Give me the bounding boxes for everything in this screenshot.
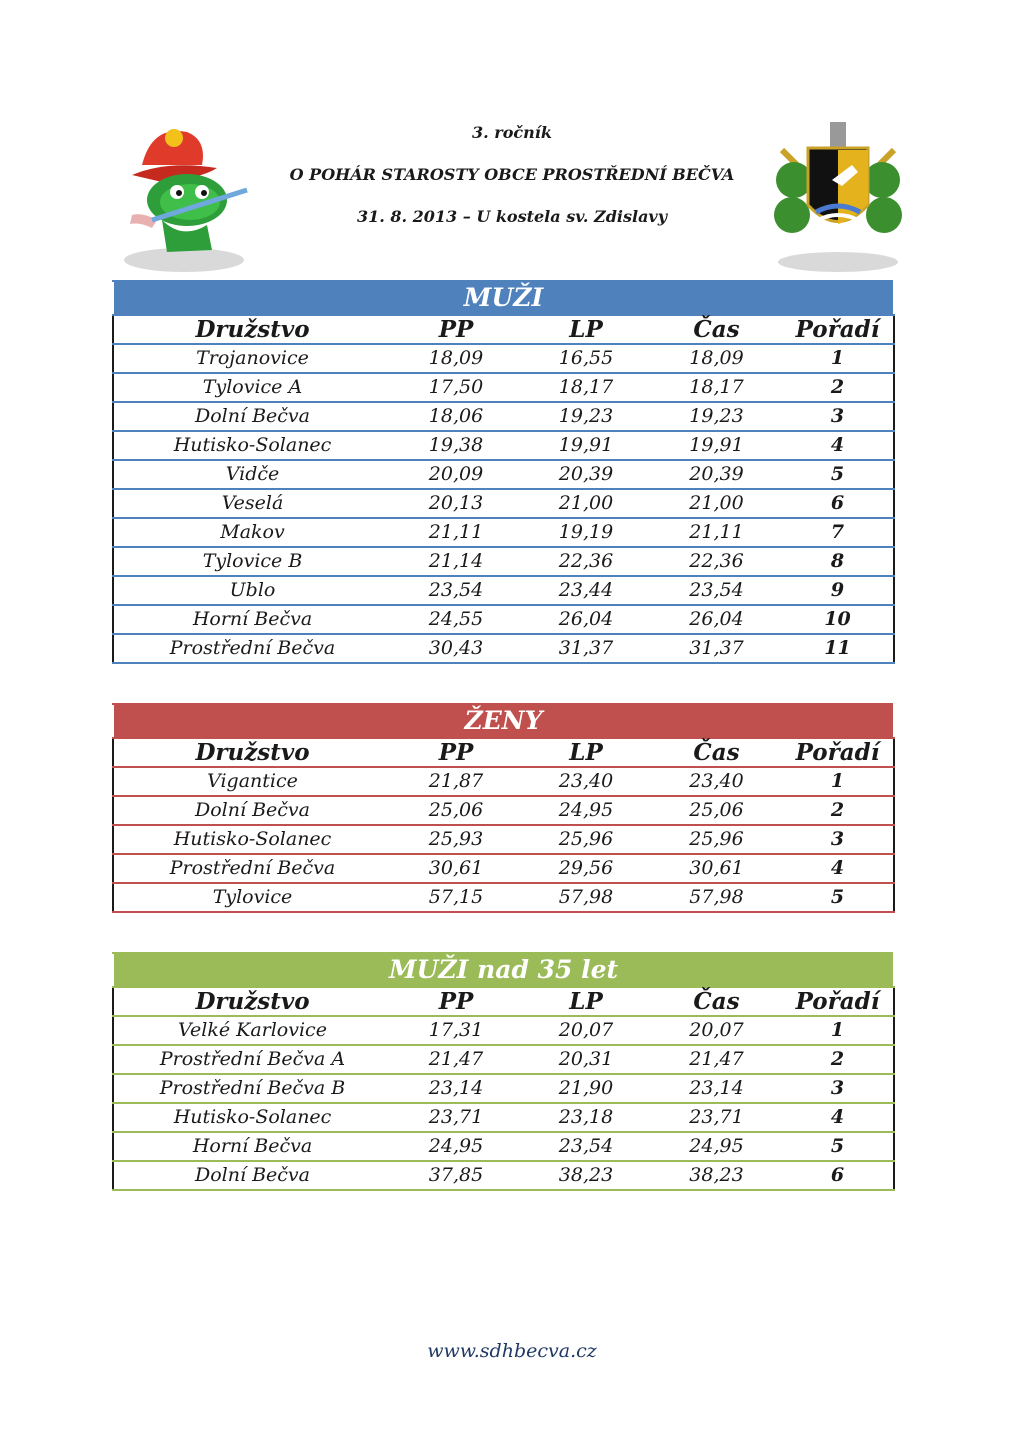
lp-cell: 22,36	[521, 547, 651, 576]
table-row	[113, 518, 894, 547]
team-cell: Hutisko-Solanec	[113, 431, 391, 460]
team-cell: Tylovice	[113, 883, 391, 912]
rank-cell: 5	[782, 1132, 894, 1161]
column-header: Družstvo	[113, 315, 391, 344]
team-cell: Prostřední Bečva	[113, 854, 391, 883]
rank-cell: 9	[782, 576, 894, 605]
table-muzi	[112, 280, 895, 664]
column-header: Pořadí	[782, 987, 894, 1016]
lp-cell: 20,39	[521, 460, 651, 489]
table-row	[113, 854, 894, 883]
lp-cell: 21,00	[521, 489, 651, 518]
rank-cell: 2	[782, 796, 894, 825]
rank-cell: 4	[782, 1103, 894, 1132]
team-cell: Hutisko-Solanec	[113, 825, 391, 854]
pp-cell: 20,09	[391, 460, 521, 489]
lp-cell: 57,98	[521, 883, 651, 912]
pp-cell: 57,15	[391, 883, 521, 912]
team-cell: Makov	[113, 518, 391, 547]
pp-cell: 17,31	[391, 1016, 521, 1045]
pp-cell: 21,11	[391, 518, 521, 547]
column-header: Pořadí	[782, 738, 894, 767]
pp-cell: 21,47	[391, 1045, 521, 1074]
lp-cell: 23,40	[521, 767, 651, 796]
pp-cell: 21,14	[391, 547, 521, 576]
rank-cell: 3	[782, 402, 894, 431]
time-cell: 19,91	[651, 431, 782, 460]
lp-cell: 23,18	[521, 1103, 651, 1132]
pp-cell: 24,95	[391, 1132, 521, 1161]
pp-cell: 23,71	[391, 1103, 521, 1132]
table-row	[113, 634, 894, 663]
time-cell: 38,23	[651, 1161, 782, 1190]
column-header: Čas	[651, 738, 782, 767]
header-date-place: 31. 8. 2013 – U kostela sv. Zdislavy	[356, 207, 668, 226]
rank-cell: 1	[782, 344, 894, 373]
pp-cell: 18,06	[391, 402, 521, 431]
table-row	[113, 460, 894, 489]
lp-cell: 25,96	[521, 825, 651, 854]
time-cell: 31,37	[651, 634, 782, 663]
time-cell: 23,71	[651, 1103, 782, 1132]
rank-cell: 7	[782, 518, 894, 547]
rank-cell: 8	[782, 547, 894, 576]
time-cell: 57,98	[651, 883, 782, 912]
team-cell: Dolní Bečva	[113, 402, 391, 431]
pp-cell: 17,50	[391, 373, 521, 402]
lp-cell: 26,04	[521, 605, 651, 634]
rank-cell: 2	[782, 373, 894, 402]
header-year: 3. ročník	[472, 123, 552, 142]
dragon-firefighter-icon	[122, 120, 252, 275]
team-cell: Prostřední Bečva	[113, 634, 391, 663]
time-cell: 25,06	[651, 796, 782, 825]
team-cell: Prostřední Bečva A	[113, 1045, 391, 1074]
team-cell: Vidče	[113, 460, 391, 489]
team-cell: Horní Bečva	[113, 1132, 391, 1161]
rank-cell: 3	[782, 825, 894, 854]
table-title: ŽENY	[113, 704, 894, 738]
rank-cell: 5	[782, 883, 894, 912]
pp-cell: 30,61	[391, 854, 521, 883]
time-cell: 20,39	[651, 460, 782, 489]
rank-cell: 2	[782, 1045, 894, 1074]
team-cell: Tylovice A	[113, 373, 391, 402]
table-row	[113, 767, 894, 796]
table-title: MUŽI nad 35 let	[113, 953, 894, 987]
table-row	[113, 576, 894, 605]
rank-cell: 6	[782, 489, 894, 518]
lp-cell: 21,90	[521, 1074, 651, 1103]
table-row	[113, 1074, 894, 1103]
table-muzi-nad-35	[112, 952, 895, 1191]
time-cell: 23,14	[651, 1074, 782, 1103]
page-header	[0, 0, 1024, 280]
pp-cell: 25,93	[391, 825, 521, 854]
table-row	[113, 1161, 894, 1190]
table-row	[113, 883, 894, 912]
time-cell: 20,07	[651, 1016, 782, 1045]
column-header: LP	[521, 987, 651, 1016]
lp-cell: 23,54	[521, 1132, 651, 1161]
time-cell: 22,36	[651, 547, 782, 576]
rank-cell: 10	[782, 605, 894, 634]
time-cell: 21,11	[651, 518, 782, 547]
time-cell: 25,96	[651, 825, 782, 854]
time-cell: 21,00	[651, 489, 782, 518]
lp-cell: 20,07	[521, 1016, 651, 1045]
team-cell: Prostřední Bečva B	[113, 1074, 391, 1103]
pp-cell: 24,55	[391, 605, 521, 634]
column-header: Družstvo	[113, 987, 391, 1016]
table-zeny	[112, 703, 895, 913]
time-cell: 19,23	[651, 402, 782, 431]
header-title: O POHÁR STAROSTY OBCE PROSTŘEDNÍ BEČVA	[289, 165, 735, 184]
team-cell: Ublo	[113, 576, 391, 605]
lp-cell: 19,23	[521, 402, 651, 431]
column-header: Čas	[651, 987, 782, 1016]
pp-cell: 30,43	[391, 634, 521, 663]
lp-cell: 24,95	[521, 796, 651, 825]
table-row	[113, 489, 894, 518]
table-row	[113, 373, 894, 402]
time-cell: 24,95	[651, 1132, 782, 1161]
pp-cell: 18,09	[391, 344, 521, 373]
rank-cell: 6	[782, 1161, 894, 1190]
rank-cell: 5	[782, 460, 894, 489]
team-cell: Tylovice B	[113, 547, 391, 576]
team-cell: Dolní Bečva	[113, 796, 391, 825]
table-title: MUŽI	[113, 281, 894, 315]
table-row	[113, 1132, 894, 1161]
table-row	[113, 1016, 894, 1045]
rank-cell: 1	[782, 1016, 894, 1045]
time-cell: 30,61	[651, 854, 782, 883]
pp-cell: 23,14	[391, 1074, 521, 1103]
team-cell: Vigantice	[113, 767, 391, 796]
table-row	[113, 825, 894, 854]
lp-cell: 38,23	[521, 1161, 651, 1190]
pp-cell: 19,38	[391, 431, 521, 460]
team-cell: Hutisko-Solanec	[113, 1103, 391, 1132]
column-header: PP	[391, 738, 521, 767]
column-header: PP	[391, 987, 521, 1016]
lp-cell: 19,91	[521, 431, 651, 460]
column-header: Družstvo	[113, 738, 391, 767]
table-row	[113, 605, 894, 634]
pp-cell: 37,85	[391, 1161, 521, 1190]
time-cell: 21,47	[651, 1045, 782, 1074]
team-cell: Horní Bečva	[113, 605, 391, 634]
rank-cell: 4	[782, 431, 894, 460]
fire-brigade-emblem-icon	[772, 120, 904, 275]
lp-cell: 29,56	[521, 854, 651, 883]
table-row	[113, 1103, 894, 1132]
rank-cell: 4	[782, 854, 894, 883]
lp-cell: 19,19	[521, 518, 651, 547]
table-row	[113, 1045, 894, 1074]
lp-cell: 18,17	[521, 373, 651, 402]
footer-url[interactable]: www.sdhbecva.cz	[427, 1340, 597, 1362]
lp-cell: 31,37	[521, 634, 651, 663]
lp-cell: 20,31	[521, 1045, 651, 1074]
column-header: LP	[521, 315, 651, 344]
pp-cell: 20,13	[391, 489, 521, 518]
time-cell: 26,04	[651, 605, 782, 634]
pp-cell: 21,87	[391, 767, 521, 796]
rank-cell: 3	[782, 1074, 894, 1103]
table-row	[113, 402, 894, 431]
table-row	[113, 547, 894, 576]
pp-cell: 25,06	[391, 796, 521, 825]
rank-cell: 1	[782, 767, 894, 796]
pp-cell: 23,54	[391, 576, 521, 605]
time-cell: 23,54	[651, 576, 782, 605]
team-cell: Trojanovice	[113, 344, 391, 373]
team-cell: Veselá	[113, 489, 391, 518]
lp-cell: 16,55	[521, 344, 651, 373]
rank-cell: 11	[782, 634, 894, 663]
column-header: LP	[521, 738, 651, 767]
time-cell: 18,17	[651, 373, 782, 402]
team-cell: Velké Karlovice	[113, 1016, 391, 1045]
team-cell: Dolní Bečva	[113, 1161, 391, 1190]
column-header: Čas	[651, 315, 782, 344]
column-header: PP	[391, 315, 521, 344]
lp-cell: 23,44	[521, 576, 651, 605]
column-header: Pořadí	[782, 315, 894, 344]
time-cell: 23,40	[651, 767, 782, 796]
table-row	[113, 344, 894, 373]
table-row	[113, 796, 894, 825]
table-row	[113, 431, 894, 460]
time-cell: 18,09	[651, 344, 782, 373]
